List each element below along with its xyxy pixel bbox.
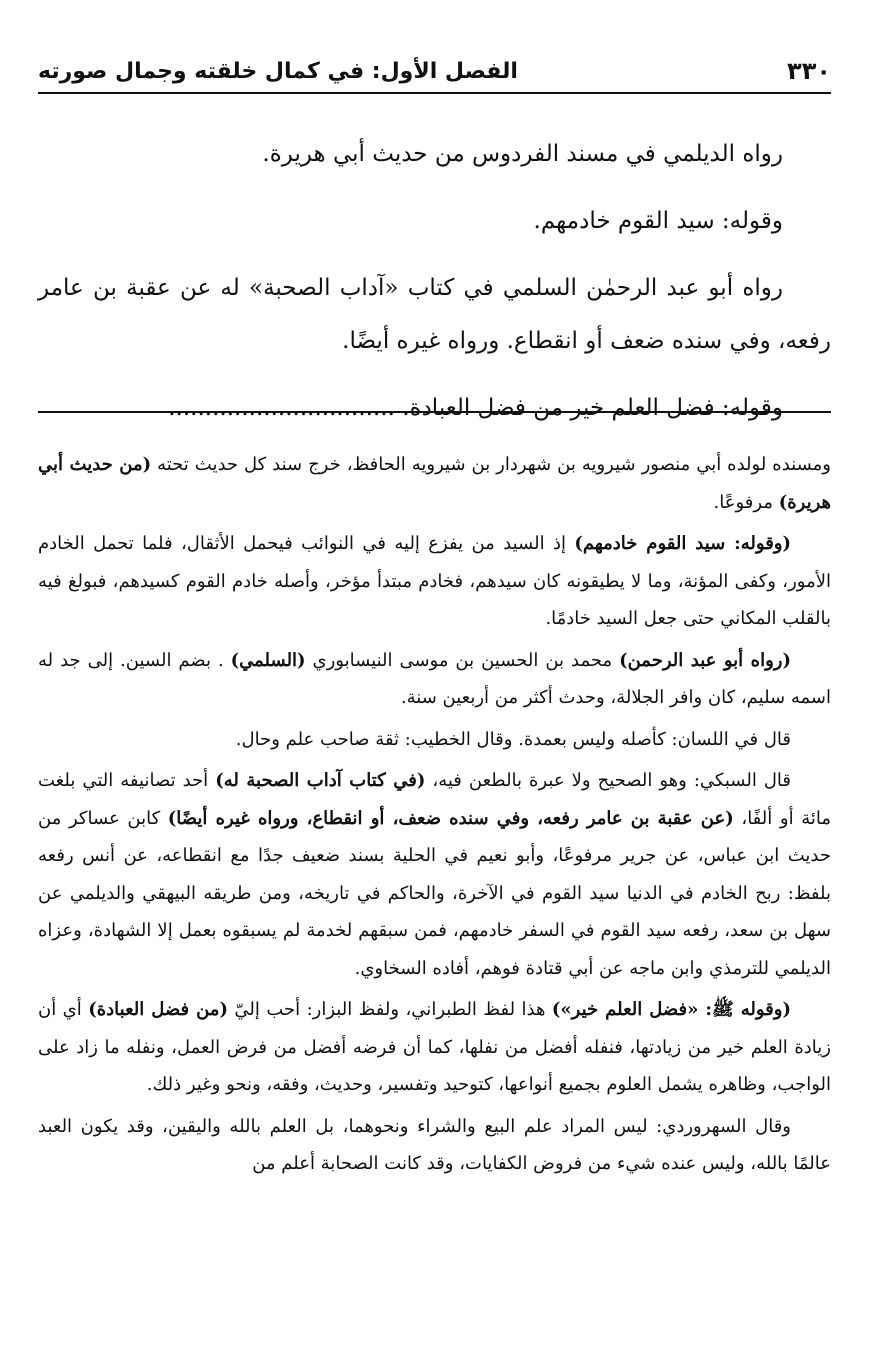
commentary-quote: (من فضل العبادة) <box>88 999 228 1020</box>
commentary-text-span: إذ السيد من يفزع إليه في النوائب فيحمل الأثقال، فلما تحمل الخادم الأمور، وكفى المؤنة، وما لا يطيقونه كان سيدهم، فخادم مبتدأ مؤخر، وأصله خادم القوم كسيدهم، فبولغ فيه بالقلب المكاني حتى جعل السيد خادمًا. <box>38 533 831 629</box>
commentary-text-span: محمد بن الحسين بن موسى النيسابوري <box>305 649 620 671</box>
continuation-dots: ............................... <box>168 395 395 421</box>
commentary-text-span: . بضم السين. إلى جد له اسمه سليم، كان وافر الجلالة، وحدث أكثر من أربعين سنة. <box>38 649 831 708</box>
commentary-quote: (رواه أبو عبد الرحمن) <box>619 649 791 671</box>
commentary-paragraph <box>38 525 831 638</box>
commentary-paragraph <box>38 762 831 987</box>
commentary-paragraph: قال في اللسان: كأصله وليس بعمدة. وقال الخطيب: ثقة صاحب علم وحال. <box>235 728 791 750</box>
running-header <box>38 50 831 94</box>
commentary-text-span: كابن عساكر من حديث ابن عباس، عن جرير مرفوعًا، وأبو نعيم في الحلية بسند ضعيف جدًا مع انقطاعه، عن أنس رفعه بلفظ: ربح الخادم في الدنيا سيد القوم في الآخرة، والحاكم في تاريخه، ومن طريقه البيهقي والديلمي عن سهل بن سعد، رفعه سيد القوم في السفر خادمهم، فمن سبقهم لخدمة لم يسبقوه بعمل إلا الشهادة، وعزاه الديلمي للترمذي وابن ماجه عن أبي قتادة فوهم، أفاده السخاوي. <box>38 807 831 979</box>
main-paragraph: رواه أبو عبد الرحمٰن السلمي في كتاب «آداب الصحبة» له عن عقبة بن عامر رفعه، وفي سنده ضعف أو انقطاع. ورواه غيره أيضًا. <box>38 275 831 354</box>
commentary-quote: (عن عقبة بن عامر رفعه، وفي سنده ضعف، أو انقطاع، ورواه غيره أيضًا) <box>167 807 734 829</box>
commentary-quote: (من حديث أبي هريرة) <box>38 454 831 513</box>
chapter-title: الفصل الأول: في كمال خلقته وجمال صورته <box>38 58 518 84</box>
commentary-text-span: أحد تصانيفه التي بلغت مائة أو ألفًا، <box>38 770 831 829</box>
commentary-paragraph <box>38 991 831 1104</box>
commentary-text-span: قال السبكي: وهو الصحيح ولا عبرة بالطعن فيه، <box>425 770 792 791</box>
commentary-text-span: ومسنده لولده أبي منصور شيرويه بن شهردار بن شيرويه الحافظ، خرج سند كل حديث تحته <box>151 454 831 475</box>
commentary-quote: (في كتاب آداب الصحبة له) <box>215 770 426 791</box>
page-number: ٣٣٠ <box>787 57 831 85</box>
commentary-text-span: أي أن زيادة العلم خير من زيادتها، فنفله أفضل من نفلها، كما أن فرضه أفضل من فرض العمل، ونفله ما زاد على الواجب، وظاهره يشمل العلوم بجميع أنواعها، كتوحيد وتفسير، وحديث، وفقه، ونحو وغير ذلك. <box>38 999 831 1095</box>
main-paragraph: وقوله: سيد القوم خادمهم. <box>533 208 783 234</box>
commentary-paragraph <box>38 642 831 717</box>
commentary-quote: (وقوله ﷺ: «فضل العلم خير») <box>551 999 791 1020</box>
main-text <box>38 128 831 449</box>
main-paragraph: رواه الديلمي في مسند الفردوس من حديث أبي هريرة. <box>262 141 783 167</box>
footnote-divider <box>38 411 831 413</box>
commentary-text-span: هذا لفظ الطبراني، ولفظ البزار: أحب إليّ <box>227 999 552 1020</box>
commentary-quote: (وقوله: سيد القوم خادمهم) <box>574 533 792 554</box>
commentary-paragraph: وقال السهروردي: ليس المراد علم البيع والشراء ونحوهما، بل العلم بالله واليقين، وقد يكون العبد عالمًا بالله، وليس عنده شيء من فروض الكفايات، وقد كانت الصحابة أعلم من <box>38 1115 831 1174</box>
commentary-quote: (السلمي) <box>230 649 306 671</box>
commentary-text <box>38 446 831 1187</box>
commentary-paragraph <box>38 446 831 521</box>
main-paragraph-text: وقوله: فضل العلم خير من فضل العبادة. <box>402 395 783 421</box>
main-paragraph <box>38 382 831 435</box>
commentary-text-span: مرفوعًا. <box>713 491 779 513</box>
